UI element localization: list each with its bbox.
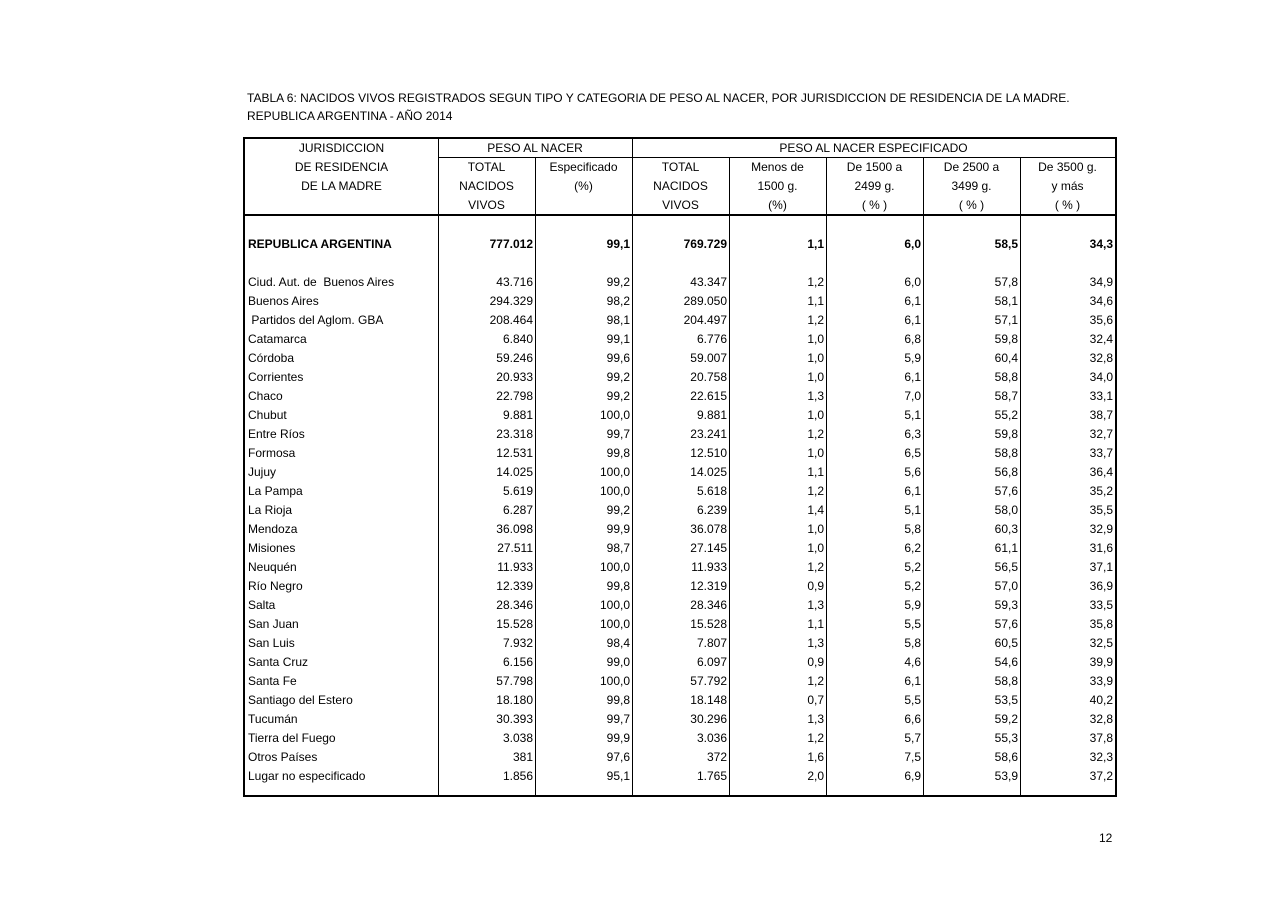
table-cell-menos-1500-pct: 1,2: [807, 427, 824, 441]
table-cell-2500-3499-pct: 58,0: [994, 503, 1018, 517]
table-row-label: La Pampa: [248, 484, 303, 498]
table-cell-menos-1500-pct: 1,0: [807, 351, 824, 365]
table-cell-total-nacidos-vivos-esp: 12.510: [690, 446, 727, 460]
column-header-1500-2499-pct: ( % ): [861, 198, 888, 212]
table-cell-total-nacidos-vivos: 7.932: [502, 636, 533, 650]
table-cell-total-nacidos-vivos-esp: 372: [706, 750, 727, 764]
table-cell-2500-3499-pct: 55,2: [994, 408, 1018, 422]
table-cell-3500-mas-pct: 32,3: [1089, 750, 1113, 764]
table-cell-total-nacidos-vivos: 3.038: [502, 731, 533, 745]
table-cell-1500-2499-pct: 4,6: [904, 655, 921, 669]
table-cell-total-nacidos-vivos: 15.528: [496, 617, 533, 631]
table-cell-1500-2499-pct: 5,9: [904, 598, 921, 612]
table-row-label: Córdoba: [248, 351, 295, 365]
table-cell-total-nacidos-vivos-esp: 289.050: [683, 294, 727, 308]
table-row-label: Otros Países: [248, 750, 318, 764]
table-cell-total-nacidos-vivos-esp: 11.933: [691, 560, 727, 574]
table-cell-especificado-pct: 99,9: [606, 731, 630, 745]
table-row-label: Partidos del Aglom. GBA: [248, 313, 384, 327]
table-cell-1500-2499-pct: 6,8: [904, 332, 921, 346]
table-cell-especificado-pct: 99,1: [606, 332, 630, 346]
table-cell-menos-1500-pct: 2,0: [807, 769, 824, 783]
table-cell-total-nacidos-vivos-esp: 12.319: [690, 579, 727, 593]
table-cell-total-nacidos-vivos: 22.798: [496, 389, 533, 403]
column-header-total-nacidos-vivos-esp: NACIDOS: [653, 179, 708, 193]
table-cell-especificado-pct: 99,8: [606, 446, 630, 460]
table-cell-total-nacidos-vivos-esp: 204.497: [683, 313, 727, 327]
table-cell-especificado-pct: 99,7: [606, 712, 630, 726]
table-cell-3500-mas-pct: 35,6: [1089, 313, 1113, 327]
table-cell-2500-3499-pct: 57,6: [994, 617, 1018, 631]
table-cell-especificado-pct: 100,0: [599, 408, 630, 422]
table-cell-2500-3499-pct: 53,9: [994, 769, 1018, 783]
column-header-3500-mas-pct: ( % ): [1054, 198, 1081, 212]
table-cell-3500-mas-pct: 35,5: [1089, 503, 1113, 517]
table-row-label: Corrientes: [248, 370, 304, 384]
table-cell-menos-1500-pct: 1,2: [807, 674, 824, 688]
table-cell-2500-3499-pct: 53,5: [994, 693, 1018, 707]
table-cell-3500-mas-pct: 37,1: [1089, 560, 1113, 574]
table-cell-2500-3499-pct: 59,3: [994, 598, 1018, 612]
table-cell-menos-1500-pct: 0,7: [807, 693, 824, 707]
table-cell-total-nacidos-vivos: 294.329: [489, 294, 533, 308]
table-cell-especificado-pct: 99,8: [606, 579, 630, 593]
table-cell-especificado-pct: 99,2: [606, 503, 630, 517]
table-cell-especificado-pct: 100,0: [599, 598, 630, 612]
table-cell-3500-mas-pct: 32,4: [1089, 332, 1113, 346]
group-header-peso-al-nacer: PESO AL NACER: [487, 141, 583, 155]
table-cell-menos-1500-pct: 1,0: [807, 408, 824, 422]
table-cell-3500-mas-pct: 32,8: [1089, 712, 1113, 726]
table-cell-total-nacidos-vivos-esp: 20.758: [690, 370, 727, 384]
table-cell-total-nacidos-vivos-esp: 28.346: [690, 598, 727, 612]
table-cell-total-nacidos-vivos: 43.716: [496, 275, 533, 289]
table-cell-total-nacidos-vivos: 20.933: [496, 370, 533, 384]
table-cell-total-nacidos-vivos: 11.933: [497, 560, 533, 574]
table-row-label: Santa Cruz: [248, 655, 309, 669]
table-cell-total-nacidos-vivos-esp: 14.025: [690, 465, 727, 479]
table-cell-total-nacidos-vivos-esp: 5.618: [696, 484, 727, 498]
table-row-label: Chaco: [248, 389, 283, 403]
table-cell-3500-mas-pct: 32,5: [1089, 636, 1113, 650]
total-row-1500-2499-pct: 6,0: [904, 237, 921, 251]
table-cell-especificado-pct: 99,9: [606, 522, 630, 536]
table-cell-total-nacidos-vivos: 6.156: [502, 655, 533, 669]
table-cell-especificado-pct: 99,2: [606, 389, 630, 403]
table-title: TABLA 6: NACIDOS VIVOS REGISTRADOS SEGUN TIPO Y CATEGORIA DE PESO AL NACER, POR JURISDICCION DE RESIDENCIA DE LA MADRE.: [247, 91, 1070, 105]
table-cell-total-nacidos-vivos-esp: 6.239: [696, 503, 727, 517]
table-cell-2500-3499-pct: 57,1: [994, 313, 1018, 327]
table-cell-menos-1500-pct: 1,2: [807, 560, 824, 574]
table-cell-total-nacidos-vivos-esp: 15.528: [690, 617, 727, 631]
table-cell-total-nacidos-vivos-esp: 57.792: [690, 674, 727, 688]
table-cell-total-nacidos-vivos: 5.619: [502, 484, 533, 498]
table-cell-3500-mas-pct: 34,6: [1089, 294, 1113, 308]
table-cell-3500-mas-pct: 32,7: [1089, 427, 1113, 441]
table-cell-total-nacidos-vivos-esp: 36.078: [690, 522, 727, 536]
table-cell-especificado-pct: 99,6: [606, 351, 630, 365]
table-cell-total-nacidos-vivos-esp: 9.881: [696, 408, 727, 422]
page-number: 12: [1099, 831, 1113, 845]
table-cell-3500-mas-pct: 34,0: [1089, 370, 1113, 384]
table-cell-menos-1500-pct: 1,3: [807, 712, 824, 726]
table-cell-menos-1500-pct: 1,3: [807, 389, 824, 403]
table-cell-total-nacidos-vivos: 381: [512, 750, 533, 764]
table-row-label: Río Negro: [248, 579, 303, 593]
total-row-especificado-pct: 99,1: [606, 237, 630, 251]
column-header-menos-1500-pct: 1500 g.: [757, 179, 798, 193]
column-header-3500-mas-pct: y más: [1051, 179, 1084, 193]
table-cell-2500-3499-pct: 54,6: [994, 655, 1018, 669]
table-cell-2500-3499-pct: 59,8: [994, 332, 1018, 346]
table-cell-menos-1500-pct: 1,0: [807, 446, 824, 460]
table-cell-3500-mas-pct: 32,9: [1089, 522, 1113, 536]
table-cell-2500-3499-pct: 57,6: [994, 484, 1018, 498]
group-header-peso-especificado: PESO AL NACER ESPECIFICADO: [779, 141, 968, 155]
column-header-especificado-pct: (%): [574, 179, 593, 193]
table-row-label: San Luis: [248, 636, 295, 650]
table-cell-total-nacidos-vivos-esp: 7.807: [696, 636, 727, 650]
table-cell-especificado-pct: 100,0: [599, 484, 630, 498]
column-header-especificado-pct: Especificado: [549, 160, 618, 174]
column-header-jurisdiccion: DE RESIDENCIA: [294, 160, 389, 174]
table-cell-total-nacidos-vivos: 12.339: [496, 579, 533, 593]
column-header-3500-mas-pct: De 3500 g.: [1038, 160, 1097, 174]
table-row-label: Chubut: [248, 408, 287, 422]
table-cell-1500-2499-pct: 6,6: [904, 712, 921, 726]
table-row-label: Salta: [248, 598, 276, 612]
table-cell-total-nacidos-vivos: 59.246: [496, 351, 533, 365]
table-cell-3500-mas-pct: 35,8: [1089, 617, 1113, 631]
table-cell-1500-2499-pct: 5,5: [904, 693, 921, 707]
table-cell-2500-3499-pct: 61,1: [994, 541, 1018, 555]
table-row-label: Catamarca: [248, 332, 307, 346]
column-header-total-nacidos-vivos-esp: VIVOS: [662, 198, 699, 212]
table-row-label: Ciud. Aut. de Buenos Aires: [248, 275, 395, 289]
table-cell-menos-1500-pct: 1,2: [807, 313, 824, 327]
table-cell-especificado-pct: 98,2: [606, 294, 630, 308]
table-cell-3500-mas-pct: 35,2: [1089, 484, 1113, 498]
table-cell-2500-3499-pct: 60,5: [994, 636, 1018, 650]
table-row-label: La Rioja: [248, 503, 293, 517]
table-row-label: Buenos Aires: [248, 294, 319, 308]
table-cell-menos-1500-pct: 0,9: [807, 579, 824, 593]
table-cell-menos-1500-pct: 1,0: [807, 370, 824, 384]
table-cell-2500-3499-pct: 60,4: [994, 351, 1018, 365]
table-cell-especificado-pct: 95,1: [606, 769, 630, 783]
table-cell-1500-2499-pct: 5,5: [904, 617, 921, 631]
table-cell-especificado-pct: 99,0: [606, 655, 630, 669]
table-cell-1500-2499-pct: 6,1: [904, 484, 921, 498]
table-cell-total-nacidos-vivos-esp: 18.148: [690, 693, 727, 707]
table-row-label: San Juan: [248, 617, 299, 631]
table-cell-total-nacidos-vivos: 9.881: [502, 408, 533, 422]
table-cell-menos-1500-pct: 1,1: [807, 617, 824, 631]
table-cell-1500-2499-pct: 6,2: [904, 541, 921, 555]
column-header-jurisdiccion: JURISDICCION: [298, 141, 385, 155]
table-cell-menos-1500-pct: 1,2: [807, 275, 824, 289]
table-cell-2500-3499-pct: 58,8: [994, 370, 1018, 384]
table-cell-3500-mas-pct: 39,9: [1089, 655, 1113, 669]
table-cell-2500-3499-pct: 58,7: [994, 389, 1018, 403]
table-cell-1500-2499-pct: 5,7: [904, 731, 921, 745]
table-cell-3500-mas-pct: 34,9: [1089, 275, 1113, 289]
table-cell-3500-mas-pct: 33,5: [1089, 598, 1113, 612]
column-header-menos-1500-pct: (%): [768, 198, 787, 212]
table-cell-especificado-pct: 100,0: [599, 465, 630, 479]
table-cell-total-nacidos-vivos-esp: 30.296: [690, 712, 727, 726]
table-cell-especificado-pct: 99,7: [606, 427, 630, 441]
table-cell-total-nacidos-vivos: 18.180: [496, 693, 533, 707]
table-cell-especificado-pct: 98,4: [606, 636, 630, 650]
table-cell-total-nacidos-vivos: 12.531: [496, 446, 533, 460]
table-row-label: Santiago del Estero: [248, 693, 353, 707]
table-cell-2500-3499-pct: 58,8: [994, 446, 1018, 460]
table-cell-3500-mas-pct: 40,2: [1089, 693, 1113, 707]
table-cell-1500-2499-pct: 5,1: [904, 408, 921, 422]
table-cell-1500-2499-pct: 6,1: [904, 674, 921, 688]
table-cell-especificado-pct: 100,0: [599, 674, 630, 688]
table-row-label: Santa Fe: [248, 674, 297, 688]
table-row-label: Jujuy: [248, 465, 277, 479]
table-cell-1500-2499-pct: 6,5: [904, 446, 921, 460]
table-cell-total-nacidos-vivos: 36.098: [496, 522, 533, 536]
table-cell-total-nacidos-vivos: 14.025: [496, 465, 533, 479]
column-header-2500-3499-pct: 3499 g.: [951, 179, 992, 193]
column-header-total-nacidos-vivos: TOTAL: [467, 160, 506, 174]
column-header-menos-1500-pct: Menos de: [751, 160, 804, 174]
table-cell-total-nacidos-vivos-esp: 23.241: [690, 427, 727, 441]
table-row-label: Mendoza: [248, 522, 298, 536]
table-row-label: Entre Ríos: [248, 427, 305, 441]
table-cell-1500-2499-pct: 5,2: [904, 579, 921, 593]
table-cell-1500-2499-pct: 6,1: [904, 294, 921, 308]
table-cell-3500-mas-pct: 33,9: [1089, 674, 1113, 688]
table-cell-menos-1500-pct: 1,1: [807, 465, 824, 479]
table-subtitle: REPUBLICA ARGENTINA - AÑO 2014: [247, 109, 453, 123]
table-cell-total-nacidos-vivos: 23.318: [496, 427, 533, 441]
table-cell-especificado-pct: 98,7: [606, 541, 630, 555]
table-cell-2500-3499-pct: 58,1: [994, 294, 1018, 308]
table-cell-1500-2499-pct: 7,5: [904, 750, 921, 764]
table-cell-total-nacidos-vivos: 208.464: [489, 313, 533, 327]
table-cell-1500-2499-pct: 6,3: [904, 427, 921, 441]
total-row-3500-mas-pct: 34,3: [1089, 237, 1113, 251]
table-cell-total-nacidos-vivos-esp: 6.776: [696, 332, 727, 346]
table-cell-especificado-pct: 100,0: [599, 617, 630, 631]
table-cell-menos-1500-pct: 1,0: [807, 332, 824, 346]
table-cell-3500-mas-pct: 33,7: [1089, 446, 1113, 460]
table-cell-total-nacidos-vivos-esp: 6.097: [696, 655, 727, 669]
column-header-1500-2499-pct: 2499 g.: [854, 179, 895, 193]
table-cell-total-nacidos-vivos: 57.798: [496, 674, 533, 688]
table-cell-1500-2499-pct: 5,8: [904, 636, 921, 650]
table-cell-3500-mas-pct: 31,6: [1089, 541, 1113, 555]
table-cell-3500-mas-pct: 33,1: [1089, 389, 1113, 403]
table-row-label: Tucumán: [248, 712, 298, 726]
table-cell-2500-3499-pct: 60,3: [994, 522, 1018, 536]
column-header-jurisdiccion: DE LA MADRE: [301, 179, 382, 193]
table-cell-2500-3499-pct: 56,8: [994, 465, 1018, 479]
table-row-label: Formosa: [248, 446, 296, 460]
table-row-label: Tierra del Fuego: [248, 731, 336, 745]
table-cell-1500-2499-pct: 5,2: [904, 560, 921, 574]
column-header-1500-2499-pct: De 1500 a: [846, 160, 903, 174]
table-cell-2500-3499-pct: 59,2: [994, 712, 1018, 726]
table-cell-menos-1500-pct: 1,2: [807, 484, 824, 498]
table-cell-total-nacidos-vivos: 27.511: [497, 541, 533, 555]
table-cell-especificado-pct: 100,0: [599, 560, 630, 574]
table-cell-1500-2499-pct: 7,0: [904, 389, 921, 403]
table-cell-2500-3499-pct: 57,8: [994, 275, 1018, 289]
table-cell-2500-3499-pct: 59,8: [994, 427, 1018, 441]
table-cell-menos-1500-pct: 1,6: [807, 750, 824, 764]
column-header-total-nacidos-vivos-esp: TOTAL: [661, 160, 700, 174]
table-cell-menos-1500-pct: 1,4: [807, 503, 824, 517]
table-cell-menos-1500-pct: 1,3: [807, 598, 824, 612]
table-cell-3500-mas-pct: 36,9: [1089, 579, 1113, 593]
table-cell-especificado-pct: 99,2: [606, 370, 630, 384]
table-cell-1500-2499-pct: 6,1: [904, 313, 921, 327]
table-cell-especificado-pct: 98,1: [606, 313, 630, 327]
table-cell-total-nacidos-vivos: 28.346: [496, 598, 533, 612]
column-header-2500-3499-pct: De 2500 a: [943, 160, 1000, 174]
table-cell-2500-3499-pct: 55,3: [994, 731, 1018, 745]
column-header-total-nacidos-vivos: VIVOS: [468, 198, 505, 212]
table-cell-2500-3499-pct: 58,8: [994, 674, 1018, 688]
table-row-label: Misiones: [248, 541, 296, 555]
table-cell-menos-1500-pct: 1,1: [807, 294, 824, 308]
table-cell-menos-1500-pct: 0,9: [807, 655, 824, 669]
table-cell-total-nacidos-vivos-esp: 3.036: [696, 731, 727, 745]
data-table: [243, 137, 1117, 797]
total-row-menos-1500-pct: 1,1: [807, 237, 824, 251]
table-cell-total-nacidos-vivos-esp: 43.347: [690, 275, 727, 289]
table-cell-total-nacidos-vivos-esp: 22.615: [690, 389, 727, 403]
total-row-total-nacidos-vivos: 777.012: [489, 237, 533, 251]
table-cell-total-nacidos-vivos: 30.393: [496, 712, 533, 726]
table-cell-2500-3499-pct: 58,6: [994, 750, 1018, 764]
table-cell-1500-2499-pct: 5,6: [904, 465, 921, 479]
table-cell-1500-2499-pct: 5,9: [904, 351, 921, 365]
table-cell-1500-2499-pct: 6,1: [904, 370, 921, 384]
total-row-2500-3499-pct: 58,5: [994, 237, 1018, 251]
table-cell-1500-2499-pct: 6,9: [904, 769, 921, 783]
table-cell-menos-1500-pct: 1,3: [807, 636, 824, 650]
total-row-total-nacidos-vivos-esp: 769.729: [683, 237, 727, 251]
table-cell-1500-2499-pct: 5,8: [904, 522, 921, 536]
table-cell-3500-mas-pct: 38,7: [1089, 408, 1113, 422]
column-header-total-nacidos-vivos: NACIDOS: [459, 179, 514, 193]
column-header-2500-3499-pct: ( % ): [958, 198, 985, 212]
table-cell-3500-mas-pct: 37,2: [1089, 769, 1113, 783]
table-cell-menos-1500-pct: 1,2: [807, 731, 824, 745]
table-cell-especificado-pct: 99,8: [606, 693, 630, 707]
table-cell-3500-mas-pct: 36,4: [1089, 465, 1113, 479]
table-cell-2500-3499-pct: 57,0: [994, 579, 1018, 593]
table-cell-1500-2499-pct: 5,1: [904, 503, 921, 517]
table-cell-total-nacidos-vivos-esp: 27.145: [690, 541, 727, 555]
table-cell-total-nacidos-vivos: 6.840: [502, 332, 533, 346]
table-cell-especificado-pct: 99,2: [606, 275, 630, 289]
table-row-label: Neuquén: [248, 560, 297, 574]
table-cell-menos-1500-pct: 1,0: [807, 541, 824, 555]
table-cell-especificado-pct: 97,6: [606, 750, 630, 764]
table-cell-total-nacidos-vivos: 1.856: [502, 769, 533, 783]
table-cell-menos-1500-pct: 1,0: [807, 522, 824, 536]
table-cell-total-nacidos-vivos: 6.287: [502, 503, 533, 517]
table-cell-2500-3499-pct: 56,5: [994, 560, 1018, 574]
table-row-label: Lugar no especificado: [248, 769, 366, 783]
table-cell-3500-mas-pct: 37,8: [1089, 731, 1113, 745]
table-cell-total-nacidos-vivos-esp: 1.765: [696, 769, 727, 783]
table-cell-total-nacidos-vivos-esp: 59.007: [690, 351, 727, 365]
total-row-jurisdiccion: REPUBLICA ARGENTINA: [248, 237, 392, 251]
table-cell-1500-2499-pct: 6,0: [904, 275, 921, 289]
table-cell-3500-mas-pct: 32,8: [1089, 351, 1113, 365]
